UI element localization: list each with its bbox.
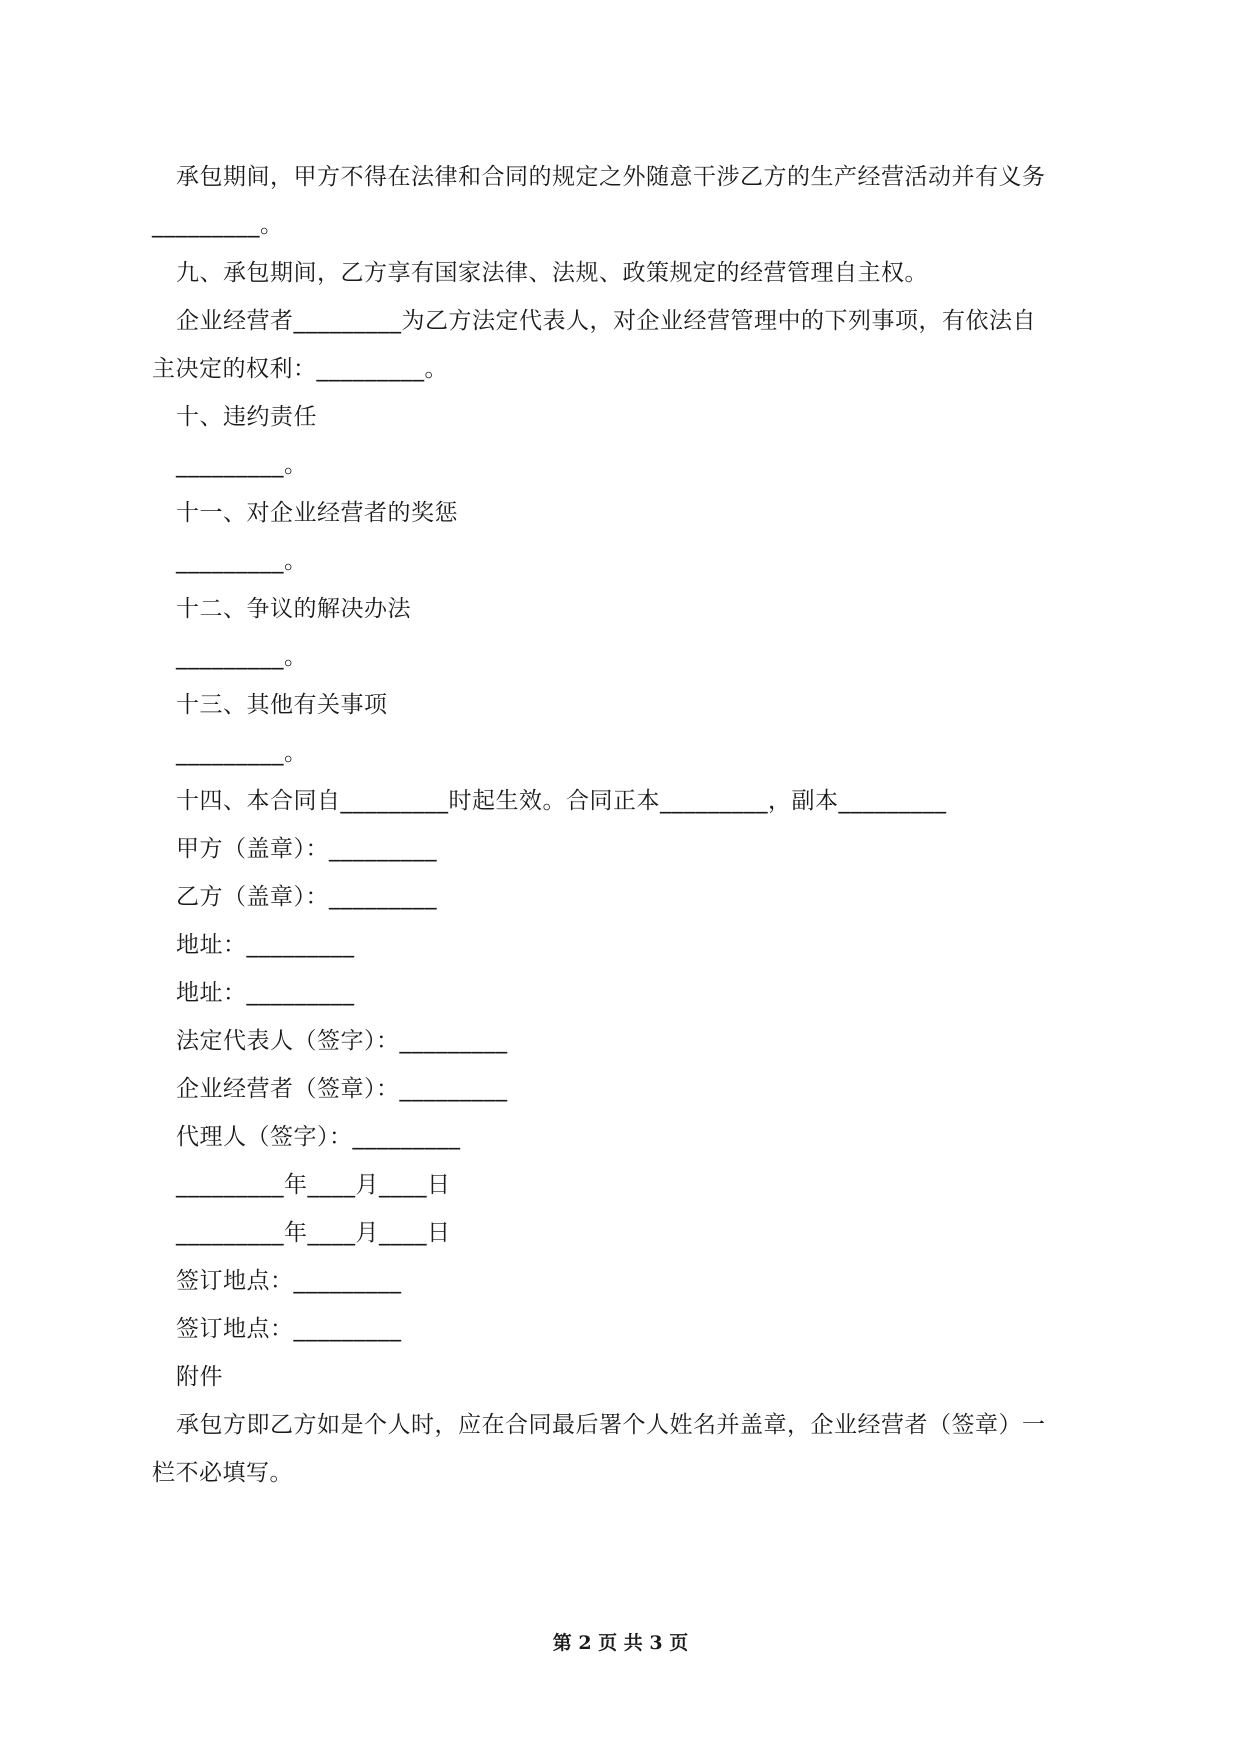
blank-line: _________。 — [176, 452, 308, 478]
date-field: _________年____月____日 — [176, 1172, 451, 1198]
clause-heading: 十二、争议的解决办法 — [176, 596, 411, 622]
paragraph-line: 企业经营者_________为乙方法定代表人，对企业经营管理中的下列事项，有依法自 — [176, 308, 1036, 334]
clause-heading: 九、承包期间，乙方享有国家法律、法规、政策规定的经营管理自主权。 — [176, 260, 928, 286]
signature-field: 企业经营者（签章）：_________ — [176, 1076, 508, 1102]
attachment-heading: 附件 — [176, 1364, 223, 1390]
address-field: 地址：_________ — [176, 932, 355, 958]
clause-heading: 十一、对企业经营者的奖惩 — [176, 500, 458, 526]
clause-heading: 十、违约责任 — [176, 404, 317, 430]
paragraph-line: 承包期间，甲方不得在法律和合同的规定之外随意干涉乙方的生产经营活动并有义务 — [176, 164, 1046, 190]
paragraph-line: 主决定的权利：_________。 — [152, 356, 448, 382]
blank-line: _________。 — [176, 644, 308, 670]
address-field: 地址：_________ — [176, 980, 355, 1006]
clause-heading: 十四、本合同自_________时起生效。合同正本_________，副本_________ — [176, 788, 947, 814]
date-field: _________年____月____日 — [176, 1220, 451, 1246]
signature-field: 甲方（盖章）：_________ — [176, 836, 437, 862]
location-field: 签订地点：_________ — [176, 1268, 402, 1294]
signature-field: 法定代表人（签字）：_________ — [176, 1028, 508, 1054]
signature-field: 乙方（盖章）：_________ — [176, 884, 437, 910]
paragraph-line: 承包方即乙方如是个人时，应在合同最后署个人姓名并盖章，企业经营者（签章）一 — [176, 1412, 1046, 1438]
paragraph-line: _________。 — [152, 212, 284, 238]
blank-line: _________。 — [176, 548, 308, 574]
location-field: 签订地点：_________ — [176, 1316, 402, 1342]
paragraph-line: 栏不必填写。 — [152, 1460, 293, 1486]
clause-heading: 十三、其他有关事项 — [176, 692, 388, 718]
signature-field: 代理人（签字）：_________ — [176, 1124, 461, 1150]
blank-line: _________。 — [176, 740, 308, 766]
page-number: 第 2 页 共 3 页 — [552, 1632, 689, 1654]
